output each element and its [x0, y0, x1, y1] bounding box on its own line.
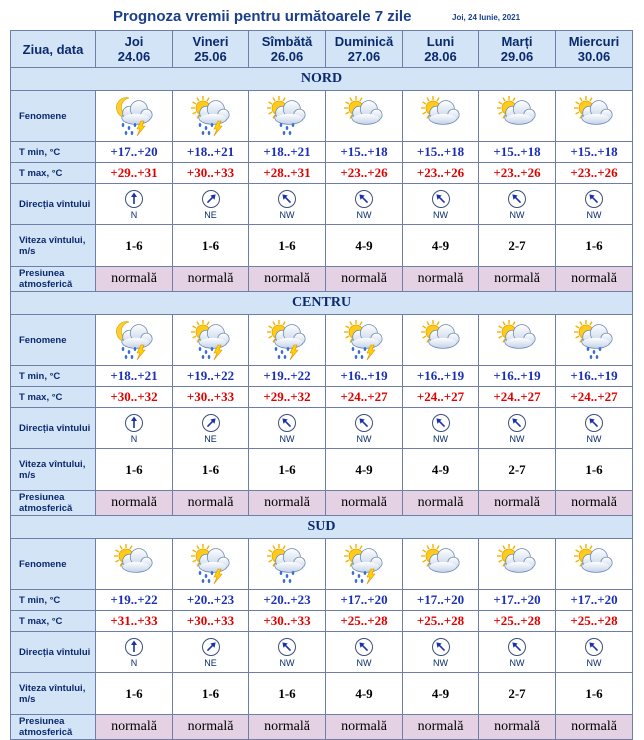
day-name: Sîmbătă [261, 34, 313, 49]
wind-direction-cell [249, 184, 326, 225]
region-name: NORD [11, 68, 633, 91]
day-header [326, 31, 403, 68]
wind-speed-value: 1-6 [96, 673, 173, 715]
tmax-row [11, 163, 633, 184]
pressure-value: normală [403, 491, 479, 516]
day-header [403, 31, 479, 68]
day-name: Duminică [334, 34, 394, 49]
wind-direction-value: NW [586, 657, 602, 668]
compass-arrow-icon [584, 413, 604, 433]
wind-direction [326, 413, 402, 444]
wind-direction [326, 637, 402, 668]
tmax-value: +23..+26 [556, 163, 633, 184]
weather-cell [173, 315, 249, 366]
weather-cell [403, 539, 479, 590]
weather-cell [479, 91, 556, 142]
phenomena-row [11, 539, 633, 590]
wind-direction [173, 189, 248, 220]
tmax-value: +24..+27 [556, 387, 633, 408]
wind-direction-cell [249, 632, 326, 673]
tmax-value: +25..+28 [479, 611, 556, 632]
tmax-value: +24..+27 [403, 387, 479, 408]
day-date: 28.06 [424, 49, 457, 64]
wind-direction-row [11, 408, 633, 449]
tmin-value: +15..+18 [326, 142, 403, 163]
weather-cell [556, 91, 633, 142]
wind-speed-value: 2-7 [479, 449, 556, 491]
compass-arrow-icon [431, 189, 451, 209]
wind-speed-value: 4-9 [326, 225, 403, 267]
tmax-value: +23..+26 [403, 163, 479, 184]
pressure-value: normală [249, 491, 326, 516]
wind-direction-cell [479, 184, 556, 225]
wind-direction [249, 637, 325, 668]
wind-speed-label: Viteza vîntului, m/s [11, 449, 96, 491]
tmin-value: +17..+20 [403, 590, 479, 611]
sun-cloud-rain-icon [249, 542, 325, 586]
day-header [479, 31, 556, 68]
phenomena-row [11, 91, 633, 142]
tmax-value: +30..+32 [96, 387, 173, 408]
sun-cloud-rain-icon [249, 94, 325, 138]
pressure-value: normală [249, 715, 326, 740]
wind-speed-row [11, 225, 633, 267]
weather-cell [249, 539, 326, 590]
wind-direction-value: NE [204, 433, 217, 444]
sun-cloud-icon [403, 94, 478, 138]
compass-arrow-icon [124, 189, 144, 209]
compass-arrow-icon [201, 189, 221, 209]
current-date: Joi, 24 Iunie, 2021 [452, 13, 521, 22]
region-header-row [11, 68, 633, 91]
pressure-value: normală [479, 491, 556, 516]
wind-direction-value: NW [356, 657, 372, 668]
pressure-value: normală [173, 491, 249, 516]
day-date: 25.06 [194, 49, 227, 64]
wind-speed-label: Viteza vîntului, m/s [11, 225, 96, 267]
pressure-value: normală [326, 267, 403, 292]
tmin-value: +17..+20 [479, 590, 556, 611]
wind-speed-value: 1-6 [96, 449, 173, 491]
wind-speed-value: 1-6 [249, 673, 326, 715]
wind-direction-value: NW [279, 657, 295, 668]
wind-direction-cell [479, 632, 556, 673]
tmin-row [11, 142, 633, 163]
tmin-value: +20..+23 [249, 590, 326, 611]
weather-cell [479, 539, 556, 590]
wind-speed-value: 2-7 [479, 225, 556, 267]
day-name: Joi [124, 34, 144, 49]
wind-direction [249, 413, 325, 444]
wind-speed-value: 4-9 [326, 673, 403, 715]
wind-direction [403, 413, 478, 444]
weather-cell [326, 315, 403, 366]
tmax-value: +30..+33 [173, 163, 249, 184]
compass-arrow-icon [507, 637, 527, 657]
region-header-row [11, 292, 633, 315]
wind-speed-value: 1-6 [556, 673, 633, 715]
tmin-value: +19..+22 [96, 590, 173, 611]
day-header [173, 31, 249, 68]
pressure-value: normală [96, 491, 173, 516]
wind-direction [403, 189, 478, 220]
wind-direction-value: N [130, 657, 138, 668]
sun-cloud-rain-lightning-icon [326, 542, 402, 586]
wind-direction-value: NW [586, 209, 602, 220]
weather-cell [96, 315, 173, 366]
wind-direction-cell [556, 408, 633, 449]
sun-cloud-icon [479, 542, 555, 586]
tmin-row [11, 366, 633, 387]
wind-direction [96, 413, 172, 444]
pressure-value: normală [403, 267, 479, 292]
wind-direction-cell [326, 408, 403, 449]
wind-speed-value: 1-6 [249, 449, 326, 491]
pressure-value: normală [403, 715, 479, 740]
wind-direction [556, 413, 632, 444]
wind-direction-cell [96, 632, 173, 673]
compass-arrow-icon [277, 189, 297, 209]
region-name: SUD [11, 516, 633, 539]
day-header [249, 31, 326, 68]
wind-direction [479, 189, 555, 220]
compass-arrow-icon [277, 413, 297, 433]
wind-direction [96, 637, 172, 668]
tmax-value: +30..+33 [249, 611, 326, 632]
weather-cell [96, 91, 173, 142]
tmin-label: T min, °C [11, 142, 96, 163]
day-date: 30.06 [577, 49, 611, 64]
wind-direction-value: N [130, 209, 138, 220]
tmax-value: +31..+33 [96, 611, 173, 632]
sun-cloud-icon [326, 94, 402, 138]
tmin-value: +15..+18 [403, 142, 479, 163]
tmin-value: +16..+19 [479, 366, 556, 387]
wind-direction-cell [403, 632, 479, 673]
wind-direction [556, 189, 632, 220]
pressure-row [11, 491, 633, 516]
pressure-value: normală [479, 267, 556, 292]
sun-cloud-icon [403, 542, 478, 586]
pressure-value: normală [556, 267, 633, 292]
phenomena-label: Fenomene [11, 91, 96, 142]
compass-arrow-icon [277, 637, 297, 657]
compass-arrow-icon [507, 413, 527, 433]
wind-direction-cell [556, 632, 633, 673]
wind-speed-value: 1-6 [556, 225, 633, 267]
wind-direction [96, 189, 172, 220]
weather-cell [479, 315, 556, 366]
tmax-value: +24..+27 [326, 387, 403, 408]
wind-direction-cell [403, 408, 479, 449]
day-name: Luni [426, 34, 455, 49]
pressure-value: normală [96, 267, 173, 292]
compass-arrow-icon [507, 189, 527, 209]
tmax-value: +25..+28 [556, 611, 633, 632]
pressure-value: normală [96, 715, 173, 740]
day-date: 29.06 [500, 49, 534, 64]
pressure-label: Presiunea atmosferică [11, 491, 96, 516]
tmax-value: +29..+32 [249, 387, 326, 408]
pressure-value: normală [173, 267, 249, 292]
compass-arrow-icon [354, 637, 374, 657]
weather-cell [96, 539, 173, 590]
wind-direction-label: Direcția vîntului [11, 632, 96, 673]
wind-direction-value: NW [279, 433, 295, 444]
wind-direction-value: NW [433, 657, 448, 668]
tmin-label: T min, °C [11, 366, 96, 387]
wind-direction-value: NW [586, 433, 602, 444]
wind-direction-row [11, 632, 633, 673]
tmax-value: +25..+28 [326, 611, 403, 632]
wind-direction-cell [96, 408, 173, 449]
wind-direction-cell [173, 184, 249, 225]
wind-direction-value: NE [204, 657, 217, 668]
pressure-value: normală [326, 491, 403, 516]
tmin-value: +16..+19 [403, 366, 479, 387]
tmin-value: +18..+21 [173, 142, 249, 163]
compass-arrow-icon [201, 413, 221, 433]
tmax-value: +28..+31 [249, 163, 326, 184]
phenomena-row [11, 315, 633, 366]
wind-direction-cell [326, 632, 403, 673]
wind-speed-value: 1-6 [249, 225, 326, 267]
wind-speed-value: 1-6 [556, 449, 633, 491]
tmax-value: +29..+31 [96, 163, 173, 184]
wind-speed-value: 1-6 [173, 673, 249, 715]
tmin-value: +17..+20 [96, 142, 173, 163]
wind-direction-value: NW [356, 209, 372, 220]
compass-arrow-icon [431, 637, 451, 657]
wind-direction-value: NW [433, 209, 448, 220]
day-date: 24.06 [117, 49, 151, 64]
region-header-row [11, 516, 633, 539]
wind-direction-cell [556, 184, 633, 225]
pressure-value: normală [249, 267, 326, 292]
moon-cloud-rain-lightning-icon [96, 318, 172, 362]
tmin-value: +19..+22 [249, 366, 326, 387]
day-date: 27.06 [347, 49, 381, 64]
sun-cloud-rain-lightning-icon [173, 94, 248, 138]
day-header [556, 31, 633, 68]
phenomena-label: Fenomene [11, 539, 96, 590]
weather-cell [173, 539, 249, 590]
wind-direction-value: NW [279, 209, 295, 220]
forecast-table [10, 30, 633, 740]
tmin-value: +19..+22 [173, 366, 249, 387]
phenomena-label: Fenomene [11, 315, 96, 366]
sun-cloud-rain-lightning-icon [173, 318, 248, 362]
weather-cell [403, 315, 479, 366]
weather-cell [403, 91, 479, 142]
sun-cloud-icon [556, 94, 632, 138]
page-title: Prognoza vremii pentru următoarele 7 zile [113, 8, 412, 25]
wind-direction-value: NW [433, 433, 448, 444]
wind-direction-value: NW [356, 433, 372, 444]
wind-speed-row [11, 673, 633, 715]
wind-direction [249, 189, 325, 220]
tmax-label: T max, °C [11, 387, 96, 408]
sun-cloud-rain-lightning-icon [249, 318, 325, 362]
sun-cloud-rain-icon [556, 318, 632, 362]
day-header [96, 31, 173, 68]
pressure-value: normală [556, 491, 633, 516]
wind-direction [556, 637, 632, 668]
wind-speed-value: 4-9 [403, 449, 479, 491]
tmax-value: +30..+33 [173, 387, 249, 408]
wind-speed-value: 1-6 [96, 225, 173, 267]
wind-direction-label: Direcția vîntului [11, 408, 96, 449]
weather-cell [173, 91, 249, 142]
compass-arrow-icon [584, 189, 604, 209]
tmin-label: T min, °C [11, 590, 96, 611]
tmax-value: +30..+33 [173, 611, 249, 632]
wind-direction-cell [326, 184, 403, 225]
wind-direction-cell [479, 408, 556, 449]
tmin-value: +17..+20 [556, 590, 633, 611]
pressure-row [11, 267, 633, 292]
tmin-value: +18..+21 [249, 142, 326, 163]
wind-speed-value: 4-9 [403, 225, 479, 267]
wind-direction-value: NW [509, 433, 525, 444]
wind-speed-value: 1-6 [173, 449, 249, 491]
tmax-label: T max, °C [11, 163, 96, 184]
region-name: CENTRU [11, 292, 633, 315]
moon-cloud-rain-lightning-icon [96, 94, 172, 138]
pressure-value: normală [479, 715, 556, 740]
tmax-value: +23..+26 [479, 163, 556, 184]
wind-direction-value: NE [204, 209, 217, 220]
tmin-value: +18..+21 [96, 366, 173, 387]
compass-arrow-icon [354, 413, 374, 433]
tmin-value: +16..+19 [326, 366, 403, 387]
wind-direction-value: N [130, 433, 138, 444]
sun-cloud-icon [403, 318, 478, 362]
tmax-value: +25..+28 [403, 611, 479, 632]
pressure-label: Presiunea atmosferică [11, 267, 96, 292]
tmax-row [11, 387, 633, 408]
tmin-value: +16..+19 [556, 366, 633, 387]
wind-direction-cell [173, 632, 249, 673]
compass-arrow-icon [124, 637, 144, 657]
pressure-value: normală [556, 715, 633, 740]
wind-direction [403, 637, 478, 668]
wind-speed-label: Viteza vîntului, m/s [11, 673, 96, 715]
compass-arrow-icon [124, 413, 144, 433]
wind-direction [173, 637, 248, 668]
wind-direction-cell [173, 408, 249, 449]
compass-arrow-icon [584, 637, 604, 657]
wind-direction-label: Direcția vîntului [11, 184, 96, 225]
tmin-value: +15..+18 [556, 142, 633, 163]
wind-direction-cell [249, 408, 326, 449]
sun-cloud-icon [96, 542, 172, 586]
tmax-row [11, 611, 633, 632]
weather-cell [249, 91, 326, 142]
tmin-value: +15..+18 [479, 142, 556, 163]
sun-cloud-icon [479, 94, 555, 138]
day-date: 26.06 [270, 49, 304, 64]
day-name: Miercuri [568, 34, 620, 49]
wind-direction [479, 637, 555, 668]
wind-direction-cell [96, 184, 173, 225]
sun-cloud-icon [479, 318, 555, 362]
sun-cloud-icon [556, 542, 632, 586]
wind-direction-value: NW [509, 657, 525, 668]
tmin-row [11, 590, 633, 611]
wind-direction [173, 413, 248, 444]
tmin-value: +20..+23 [173, 590, 249, 611]
wind-direction-cell [403, 184, 479, 225]
pressure-value: normală [326, 715, 403, 740]
tmax-label: T max, °C [11, 611, 96, 632]
pressure-label: Presiunea atmosferică [11, 715, 96, 740]
pressure-row [11, 715, 633, 740]
wind-speed-value: 2-7 [479, 673, 556, 715]
weather-cell [249, 315, 326, 366]
wind-speed-row [11, 449, 633, 491]
wind-direction-row [11, 184, 633, 225]
wind-direction-value: NW [509, 209, 525, 220]
weather-cell [326, 539, 403, 590]
compass-arrow-icon [431, 413, 451, 433]
day-date-header-label: Ziua, data [11, 31, 96, 68]
wind-direction [326, 189, 402, 220]
tmax-value: +23..+26 [326, 163, 403, 184]
wind-direction [479, 413, 555, 444]
title-bar [0, 0, 644, 34]
weather-cell [326, 91, 403, 142]
day-header-row [11, 31, 633, 68]
wind-speed-value: 1-6 [173, 225, 249, 267]
weather-cell [556, 315, 633, 366]
day-name: Marți [501, 34, 533, 49]
sun-cloud-rain-lightning-icon [326, 318, 402, 362]
tmax-value: +24..+27 [479, 387, 556, 408]
wind-speed-value: 4-9 [403, 673, 479, 715]
tmin-value: +17..+20 [326, 590, 403, 611]
compass-arrow-icon [354, 189, 374, 209]
compass-arrow-icon [201, 637, 221, 657]
sun-cloud-rain-lightning-icon [173, 542, 248, 586]
day-name: Vineri [192, 34, 229, 49]
wind-speed-value: 4-9 [326, 449, 403, 491]
weather-cell [556, 539, 633, 590]
pressure-value: normală [173, 715, 249, 740]
